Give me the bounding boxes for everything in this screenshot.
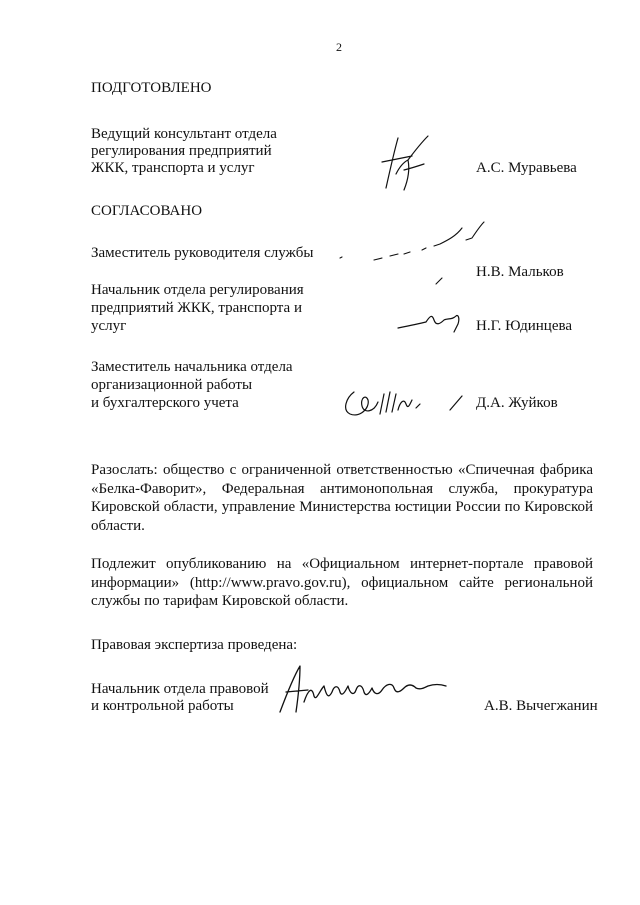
signature-yudintseva [396, 306, 466, 336]
legal-review-position-line: Начальник отдела правовой [91, 681, 269, 697]
approver-position-line: услуг [91, 318, 127, 334]
prepared-heading: ПОДГОТОВЛЕНО [91, 80, 212, 96]
approver-position-line: предприятий ЖКК, транспорта и [91, 300, 302, 316]
signature-zhuikov [340, 384, 470, 424]
page-number: 2 [336, 40, 342, 54]
prepared-name: А.С. Муравьева [476, 160, 577, 176]
approver-position-line: Заместитель руководителя службы [91, 245, 314, 261]
approver-name: Д.А. Жуйков [476, 395, 558, 411]
approver-name: Н.Г. Юдинцева [476, 318, 573, 334]
signature-muravieva [378, 130, 438, 200]
legal-review-name: А.В. Вычегжанин [484, 698, 598, 714]
approver-position-line: организационной работы [91, 377, 253, 393]
publication-paragraph: Подлежит опубликованию на «Официальном интернет-портале правовой информации» (http://www.pravo.gov.ru), официальном сайте региональной службы по тарифам Кировской области. [91, 556, 593, 609]
prepared-position-line: регулирования предприятий [91, 143, 272, 159]
approver-position-line: Начальник отдела регулирования [91, 282, 304, 298]
prepared-position-line: ЖКК, транспорта и услуг [91, 160, 255, 176]
signature-malkov [338, 218, 488, 288]
signature-vychegzhanin [278, 662, 458, 718]
approver-name: Н.В. Мальков [476, 264, 564, 280]
distribution-paragraph: Разослать: общество с ограниченной ответственностью «Спичечная фабрика «Белка-Фаворит», Федеральная антимонопольная служба, прокуратура Кировской области, управление Министерства юстиции России по Кировской области. [91, 462, 593, 534]
legal-review-statement: Правовая экспертиза проведена: [91, 637, 298, 653]
approver-position-line: и бухгалтерского учета [91, 395, 239, 411]
prepared-position-line: Ведущий консультант отдела [91, 126, 277, 142]
legal-review-position-line: и контрольной работы [91, 698, 234, 714]
agreed-heading: СОГЛАСОВАНО [91, 203, 203, 219]
approver-position-line: Заместитель начальника отдела [91, 359, 293, 375]
